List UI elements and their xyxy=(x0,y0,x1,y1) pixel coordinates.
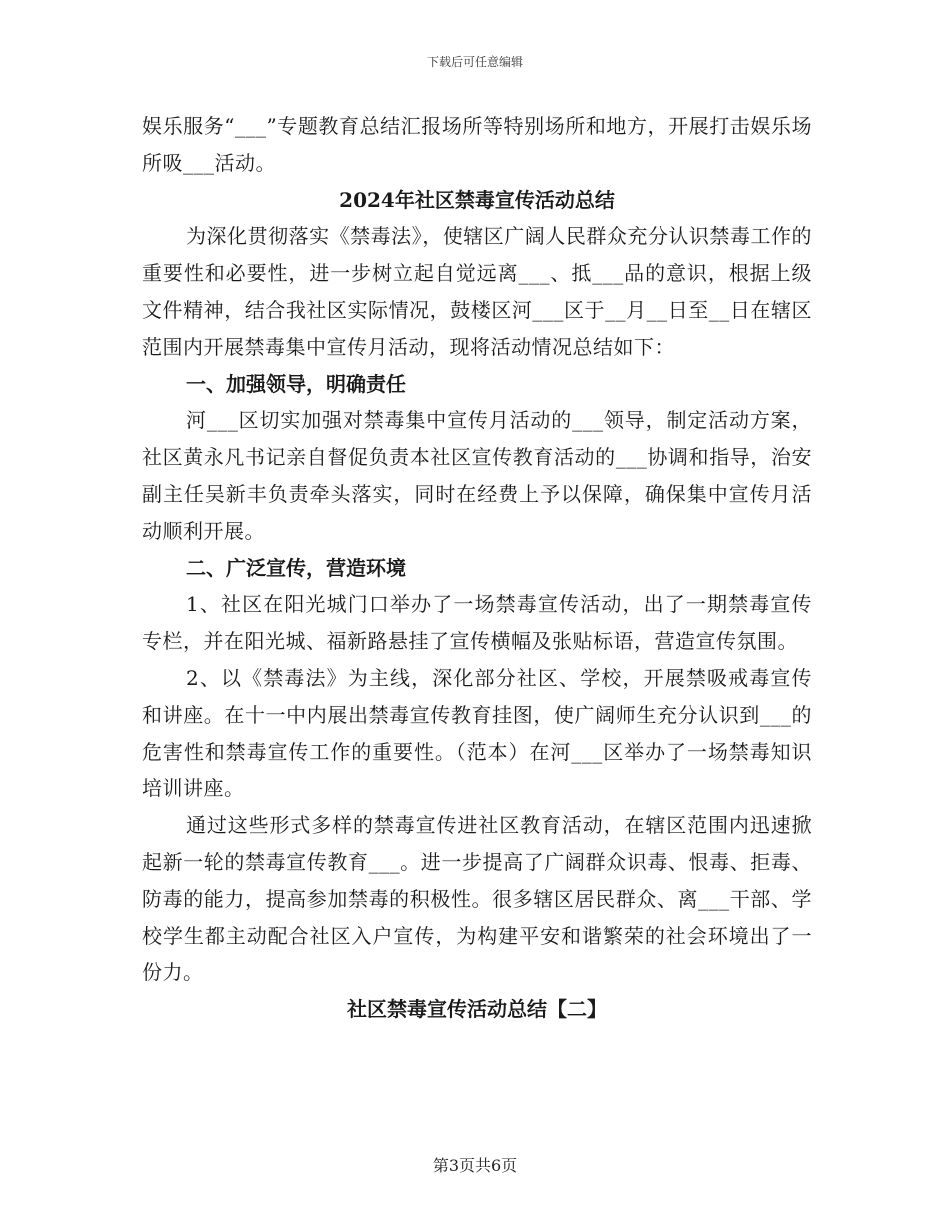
paragraph-results: 通过这些形式多样的禁毒宣传进社区教育活动，在辖区范围内迅速掀起新一轮的禁毒宣传教育___。进一步提高了广阔群众识毒、恨毒、拒毒、防毒的能力，提高参加禁毒的积极性。很多辖区居民群众、离___干部、学校学生都主动配合社区入户宣传，为构建平安和谐繁荣的社会环境出了一份力。 xyxy=(142,813,812,985)
section-title-part-two: 社区禁毒宣传活动总结【二】 xyxy=(347,997,607,1022)
paragraph-leadership: 河___区切实加强对禁毒集中宣传月活动的___领导，制定活动方案，社区黄永凡书记亲自督促负责本社区宣传教育活动的___协调和指导，治安副主任吴新丰负责牵头落实，同时在经费上予以保障，确保集中宣传月活动顺利开展。 xyxy=(142,408,812,543)
header-note: 下载后可任意编辑 xyxy=(426,55,523,69)
page-indicator: 第3页共6页 xyxy=(432,1156,518,1175)
intro-paragraph: 娱乐服务“___”专题教育总结汇报场所等特别场所和地方，开展打击娱乐场所吸___活动。 xyxy=(142,114,812,175)
section-title-2024: 2024年社区禁毒宣传活动总结 xyxy=(339,187,615,212)
heading-leadership: 一、加强领导，明确责任 xyxy=(186,371,406,396)
paragraph-publicity-2: 2、以《禁毒法》为主线，深化部分社区、学校，开展禁吸戒毒宣传和讲座。在十一中内展出禁毒宣传教育挂图，使广阔师生充分认识到___的危害性和禁毒宣传工作的重要性。（范本）在河___区举办了一场禁毒知识培训讲座。 xyxy=(142,665,812,801)
paragraph-publicity-1: 1、社区在阳光城门口举办了一场禁毒宣传活动，出了一期禁毒宣传专栏，并在阳光城、福新路悬挂了宣传横幅及张贴标语，营造宣传氛围。 xyxy=(142,592,812,654)
heading-publicity: 二、广泛宣传，营造环境 xyxy=(186,555,406,580)
document-body xyxy=(142,108,812,1028)
paragraph-purpose: 为深化贯彻落实《禁毒法》，使辖区广阔人民群众充分认识禁毒工作的重要性和必要性，进一步树立起自觉远离___、抵___品的意识，根据上级文件精神，结合我社区实际情况，鼓楼区河___区于__月__日至__日在辖区范围内开展禁毒集中宣传月活动，现将活动情况总结如下： xyxy=(142,224,812,359)
